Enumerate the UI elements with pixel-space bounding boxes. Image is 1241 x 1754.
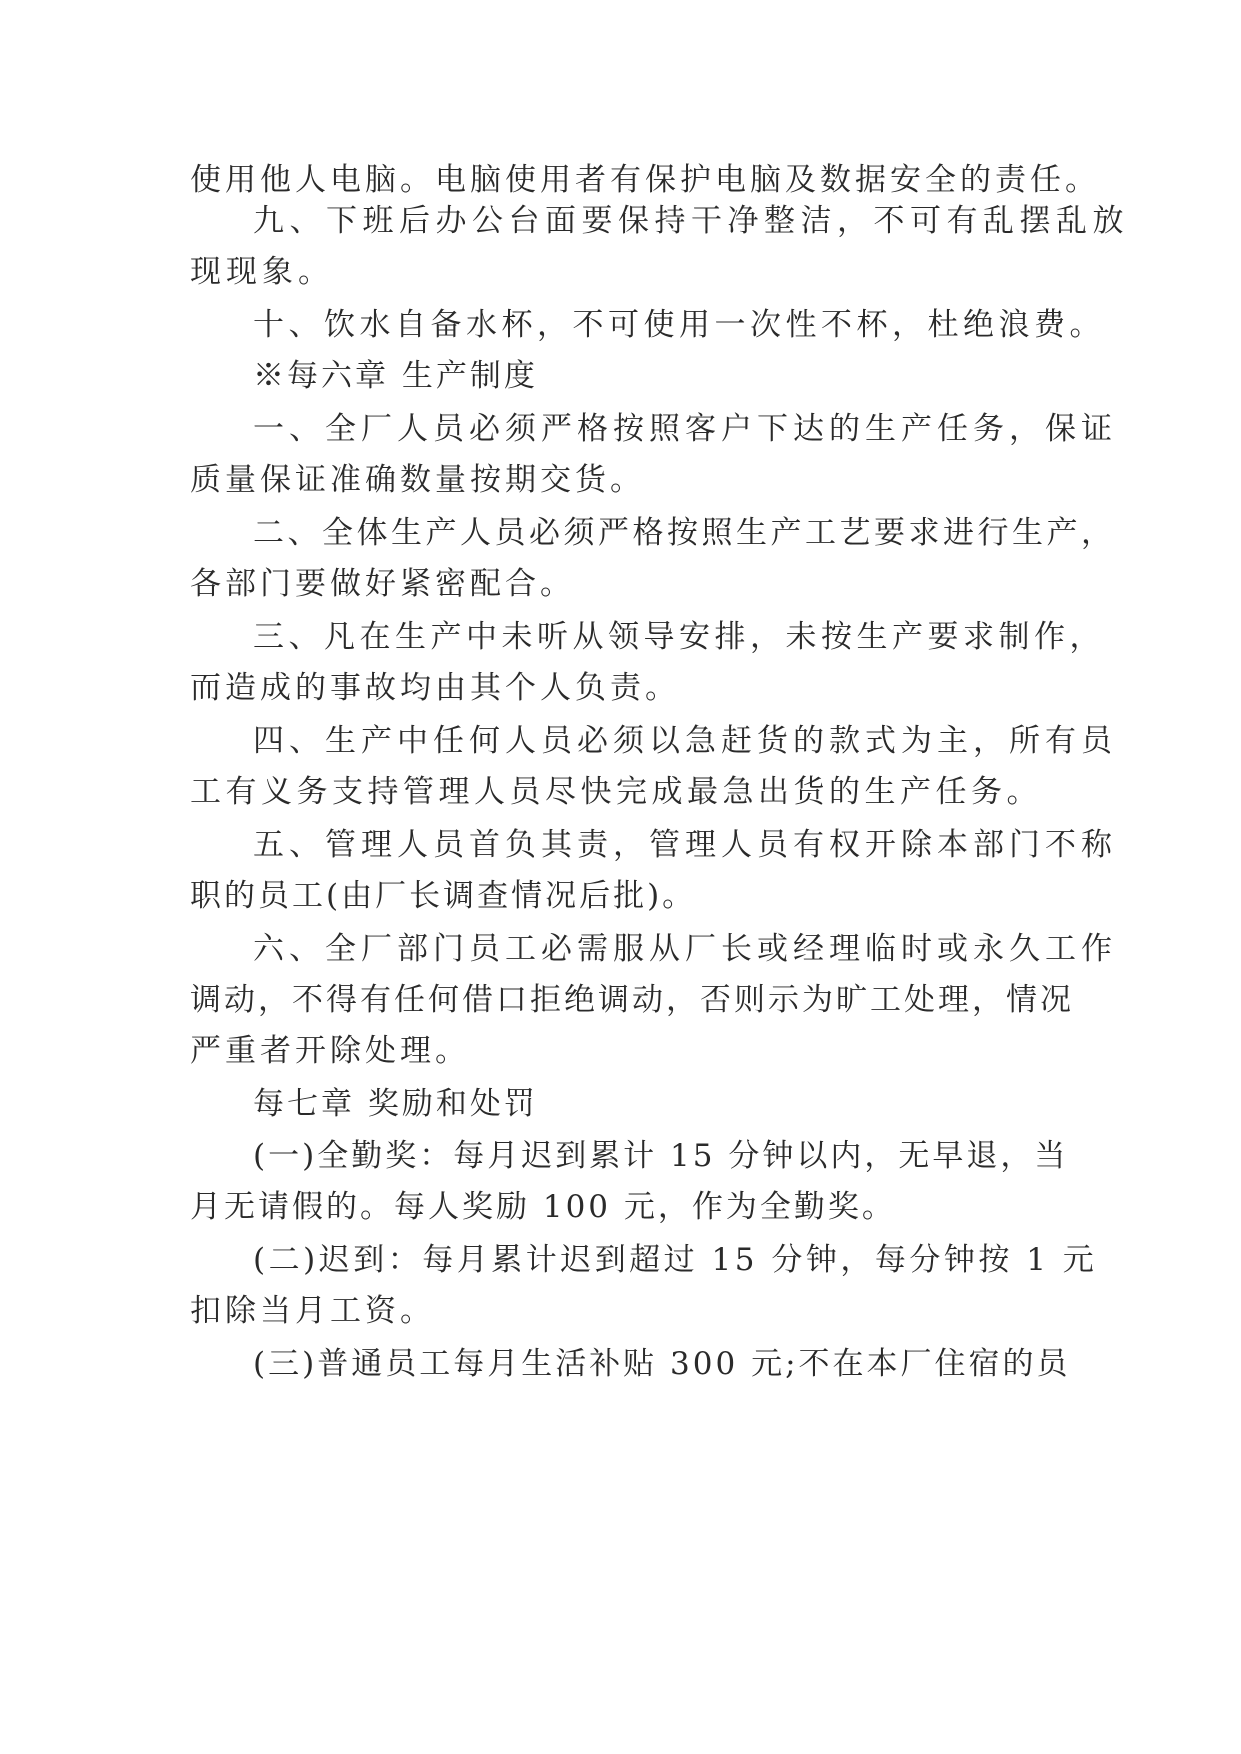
text-line-9: 各部门要做好紧密配合。 bbox=[190, 566, 575, 602]
text-line-18: 严重者开除处理。 bbox=[190, 1033, 470, 1069]
text-line-21: 月无请假的。每人奖励 100 元，作为全勤奖。 bbox=[190, 1189, 896, 1225]
text-line-2: 九、下班后办公台面要保持干净整洁，不可有乱摆乱放 bbox=[253, 203, 1129, 239]
text-line-10: 三、凡在生产中未听从领导安排，未按生产要求制作， bbox=[253, 619, 1105, 655]
text-line-20: (一)全勤奖：每月迟到累计 15 分钟以内，无早退，当 bbox=[253, 1138, 1069, 1174]
text-line-6: 一、全厂人员必须严格按照客户下达的生产任务，保证 bbox=[253, 411, 1117, 447]
text-line-12: 四、生产中任何人员必须以急赶货的款式为主，所有员 bbox=[253, 723, 1117, 759]
text-line-8: 二、全体生产人员必须严格按照生产工艺要求进行生产， bbox=[253, 515, 1116, 551]
text-line-7: 质量保证准确数量按期交货。 bbox=[190, 462, 645, 498]
chapter-seven-heading: 每七章 奖励和处罚 bbox=[253, 1086, 538, 1122]
text-line-13: 工有义务支持管理人员尽快完成最急出货的生产任务。 bbox=[190, 774, 1042, 810]
text-line-15: 职的员工(由厂长调查情况后批)。 bbox=[190, 878, 697, 914]
text-line-17: 调动，不得有任何借口拒绝调动，否则示为旷工处理，情况 bbox=[190, 982, 1074, 1018]
text-line-23: 扣除当月工资。 bbox=[190, 1293, 435, 1329]
text-line-1: 使用他人电脑。电脑使用者有保护电脑及数据安全的责任。 bbox=[190, 162, 1100, 198]
text-line-22: (二)迟到：每月累计迟到超过 15 分钟，每分钟按 1 元 bbox=[253, 1242, 1098, 1278]
chapter-six-heading: ※每六章 生产制度 bbox=[253, 358, 538, 394]
text-line-24: (三)普通员工每月生活补贴 300 元;不在本厂住宿的员 bbox=[253, 1346, 1071, 1382]
text-line-16: 六、全厂部门员工必需服从厂长或经理临时或永久工作 bbox=[253, 931, 1117, 967]
text-line-11: 而造成的事故均由其个人负责。 bbox=[190, 670, 680, 706]
text-line-4: 十、饮水自备水杯，不可使用一次性不杯，杜绝浪费。 bbox=[253, 307, 1105, 343]
text-line-3: 现现象。 bbox=[190, 254, 334, 290]
text-line-14: 五、管理人员首负其责，管理人员有权开除本部门不称 bbox=[253, 827, 1117, 863]
